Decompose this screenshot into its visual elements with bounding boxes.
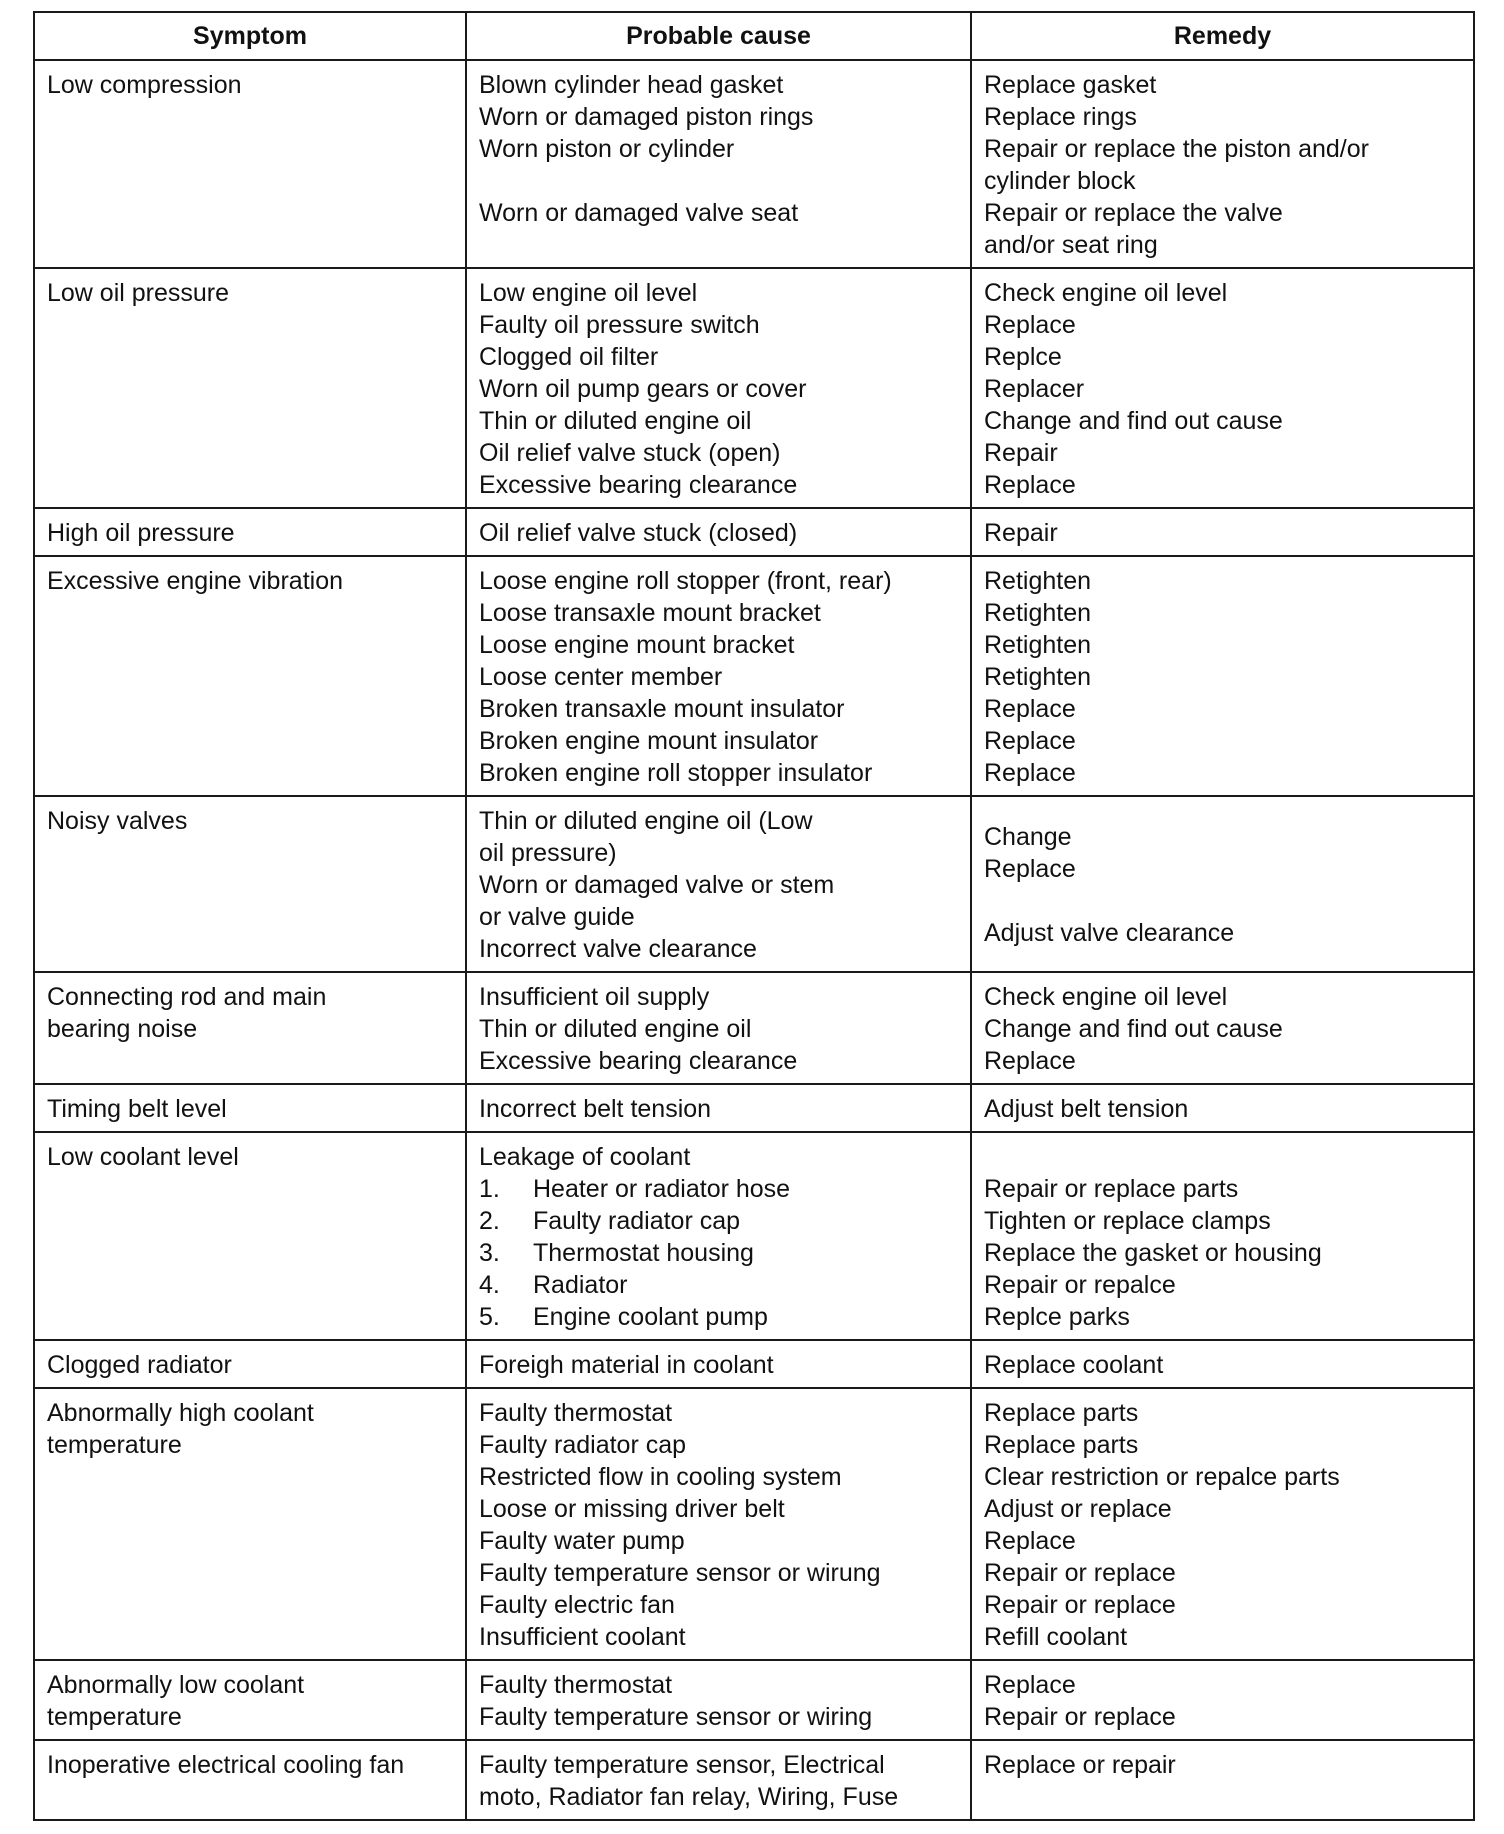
remedy-line: Replace xyxy=(984,471,1076,499)
cause-line: Broken engine roll stopper insulator xyxy=(479,759,873,787)
remedy-cell xyxy=(971,1340,1474,1388)
cause-line: Worn or damaged valve or stem xyxy=(479,871,835,899)
cause-line: Restricted flow in cooling system xyxy=(479,1463,842,1491)
remedy-line: Adjust or replace xyxy=(984,1495,1172,1523)
cause-line: Faulty oil pressure switch xyxy=(479,311,760,339)
remedy-line: Replce parks xyxy=(984,1303,1130,1331)
symptom-cell xyxy=(34,556,466,796)
cause-line: Insufficient coolant xyxy=(479,1623,686,1651)
table-row xyxy=(34,1340,1474,1388)
remedy-line: Replce xyxy=(984,343,1062,371)
remedy-line: Repair or replace the piston and/or xyxy=(984,135,1369,163)
cause-line: or valve guide xyxy=(479,903,635,931)
symptom-text: Low coolant level xyxy=(47,1143,239,1171)
cause-list-item xyxy=(479,1205,958,1237)
remedy-line: Refill coolant xyxy=(984,1623,1128,1651)
cause-list-item xyxy=(479,1237,958,1269)
cause-line: Faulty temperature sensor, Electrical xyxy=(479,1751,885,1779)
remedy-line: Replace xyxy=(984,1671,1076,1699)
remedy-spacer xyxy=(984,885,1461,917)
symptom-text: High oil pressure xyxy=(47,519,235,547)
list-number: 3. xyxy=(479,1239,500,1267)
symptom-cell xyxy=(34,1740,466,1820)
remedy-line: Change and find out cause xyxy=(984,1015,1283,1043)
table-row xyxy=(34,1132,1474,1340)
table-row xyxy=(34,1660,1474,1740)
cause-list-item xyxy=(479,1301,958,1333)
cause-line: Worn oil pump gears or cover xyxy=(479,375,807,403)
remedy-cell xyxy=(971,508,1474,556)
cause-line: Incorrect belt tension xyxy=(479,1095,712,1123)
symptom-text: bearing noise xyxy=(47,1015,198,1043)
remedy-line: Check engine oil level xyxy=(984,983,1228,1011)
cause-line: Foreigh material in coolant xyxy=(479,1351,774,1379)
remedy-cell xyxy=(971,796,1474,972)
cause-cell xyxy=(466,60,971,268)
cause-heading: Leakage of coolant xyxy=(479,1143,691,1171)
remedy-cell xyxy=(971,556,1474,796)
symptom-text: Noisy valves xyxy=(47,807,188,835)
cause-line: Thin or diluted engine oil xyxy=(479,1015,752,1043)
cause-line: Worn or damaged valve seat xyxy=(479,199,799,227)
cause-line: Loose engine roll stopper (front, rear) xyxy=(479,567,892,595)
header-probable-cause: Probable cause xyxy=(466,12,971,60)
table-row xyxy=(34,268,1474,508)
symptom-text: Abnormally low coolant xyxy=(47,1671,305,1699)
remedy-line: Change xyxy=(984,823,1072,851)
remedy-line: Adjust valve clearance xyxy=(984,919,1235,947)
symptom-cell xyxy=(34,1388,466,1660)
remedy-cell xyxy=(971,972,1474,1084)
remedy-line: Repair or replace xyxy=(984,1703,1176,1731)
table-row xyxy=(34,796,1474,972)
list-number: 4. xyxy=(479,1271,500,1299)
header-row xyxy=(34,12,1474,60)
symptom-cell xyxy=(34,1660,466,1740)
cause-cell xyxy=(466,1740,971,1820)
remedy-line: Replace xyxy=(984,855,1076,883)
cause-cell xyxy=(466,556,971,796)
remedy-line: Replace gasket xyxy=(984,71,1157,99)
remedy-line: Replace xyxy=(984,1527,1076,1555)
symptom-text: Connecting rod and main xyxy=(47,983,327,1011)
cause-cell xyxy=(466,1660,971,1740)
list-number: 1. xyxy=(479,1175,500,1203)
header-symptom: Symptom xyxy=(34,12,466,60)
symptom-text: Low compression xyxy=(47,71,242,99)
cause-cell xyxy=(466,268,971,508)
cause-line: Oil relief valve stuck (open) xyxy=(479,439,781,467)
cause-line: moto, Radiator fan relay, Wiring, Fuse xyxy=(479,1783,899,1811)
remedy-line: Repair or replace xyxy=(984,1559,1176,1587)
remedy-line: Replace rings xyxy=(984,103,1137,131)
remedy-line: Replace or repair xyxy=(984,1751,1176,1779)
remedy-line: Check engine oil level xyxy=(984,279,1228,307)
list-text: Heater or radiator hose xyxy=(533,1175,791,1203)
cause-line: Worn piston or cylinder xyxy=(479,135,735,163)
remedy-cell xyxy=(971,268,1474,508)
remedy-line: Repair xyxy=(984,519,1058,547)
cause-line: Thin or diluted engine oil xyxy=(479,407,752,435)
cause-line: Faulty temperature sensor or wiring xyxy=(479,1703,873,1731)
symptom-cell xyxy=(34,508,466,556)
table-row xyxy=(34,1084,1474,1132)
remedy-cell xyxy=(971,1660,1474,1740)
symptom-cell xyxy=(34,1340,466,1388)
cause-line: Faulty thermostat xyxy=(479,1399,673,1427)
cause-line: Faulty water pump xyxy=(479,1527,685,1555)
remedy-line: Replace parts xyxy=(984,1399,1139,1427)
remedy-line: Retighten xyxy=(984,631,1092,659)
cause-cell xyxy=(466,1132,971,1340)
remedy-cell xyxy=(971,1132,1474,1340)
cause-cell xyxy=(466,1388,971,1660)
list-text: Faulty radiator cap xyxy=(533,1207,741,1235)
remedy-line: Retighten xyxy=(984,567,1092,595)
symptom-cell xyxy=(34,60,466,268)
remedy-line: Tighten or replace clamps xyxy=(984,1207,1271,1235)
remedy-line: Repair or replace parts xyxy=(984,1175,1239,1203)
cause-cell xyxy=(466,1084,971,1132)
remedy-line: Clear restriction or repalce parts xyxy=(984,1463,1340,1491)
cause-line: Loose center member xyxy=(479,663,723,691)
remedy-cell xyxy=(971,1388,1474,1660)
remedy-line: Repair xyxy=(984,439,1058,467)
cause-line: Low engine oil level xyxy=(479,279,698,307)
troubleshooting-table xyxy=(33,11,1475,1821)
remedy-line: Repair or repalce xyxy=(984,1271,1176,1299)
cause-line: Excessive bearing clearance xyxy=(479,471,798,499)
table-row xyxy=(34,972,1474,1084)
remedy-line: Repair or replace xyxy=(984,1591,1176,1619)
cause-line: Incorrect valve clearance xyxy=(479,935,757,963)
symptom-text: Inoperative electrical cooling fan xyxy=(47,1751,405,1779)
cause-line: Worn or damaged piston rings xyxy=(479,103,814,131)
remedy-line: Replace parts xyxy=(984,1431,1139,1459)
table-row xyxy=(34,508,1474,556)
table-row xyxy=(34,1388,1474,1660)
cause-line: Insufficient oil supply xyxy=(479,983,710,1011)
remedy-line: Replace xyxy=(984,695,1076,723)
cause-line: Blown cylinder head gasket xyxy=(479,71,784,99)
cause-line: Faulty temperature sensor or wirung xyxy=(479,1559,881,1587)
cause-line: Clogged oil filter xyxy=(479,343,659,371)
troubleshooting-sheet xyxy=(33,11,1473,1821)
symptom-text: temperature xyxy=(47,1431,182,1459)
remedy-line: Replace coolant xyxy=(984,1351,1164,1379)
symptom-cell xyxy=(34,1132,466,1340)
symptom-text: Excessive engine vibration xyxy=(47,567,343,595)
list-text: Engine coolant pump xyxy=(533,1303,768,1331)
remedy-line: Replace xyxy=(984,311,1076,339)
symptom-text: temperature xyxy=(47,1703,182,1731)
list-number: 2. xyxy=(479,1207,500,1235)
cause-line: Thin or diluted engine oil (Low xyxy=(479,807,813,835)
remedy-line: and/or seat ring xyxy=(984,231,1158,259)
cause-line: Loose engine mount bracket xyxy=(479,631,795,659)
symptom-cell xyxy=(34,268,466,508)
symptom-cell xyxy=(34,1084,466,1132)
list-number: 5. xyxy=(479,1303,500,1331)
table-row xyxy=(34,60,1474,268)
table-row xyxy=(34,1740,1474,1820)
cause-list-item xyxy=(479,1173,958,1205)
list-text: Thermostat housing xyxy=(533,1239,754,1267)
cause-line: Oil relief valve stuck (closed) xyxy=(479,519,798,547)
symptom-text: Clogged radiator xyxy=(47,1351,232,1379)
remedy-cell xyxy=(971,60,1474,268)
cause-cell xyxy=(466,796,971,972)
cause-line: Loose transaxle mount bracket xyxy=(479,599,821,627)
symptom-text: Abnormally high coolant xyxy=(47,1399,314,1427)
remedy-line: Retighten xyxy=(984,663,1092,691)
list-text: Radiator xyxy=(533,1271,628,1299)
remedy-line: Change and find out cause xyxy=(984,407,1283,435)
cause-line: Loose or missing driver belt xyxy=(479,1495,785,1523)
remedy-line: Adjust belt tension xyxy=(984,1095,1189,1123)
symptom-text: Low oil pressure xyxy=(47,279,230,307)
remedy-line: Repair or replace the valve xyxy=(984,199,1283,227)
remedy-line: Replacer xyxy=(984,375,1085,403)
remedy-cell xyxy=(971,1084,1474,1132)
remedy-spacer xyxy=(984,1141,1461,1173)
symptom-cell xyxy=(34,972,466,1084)
remedy-line: Replace xyxy=(984,759,1076,787)
remedy-line: Replace xyxy=(984,1047,1076,1075)
cause-line: Faulty thermostat xyxy=(479,1671,673,1699)
cause-line: Faulty radiator cap xyxy=(479,1431,687,1459)
cause-list-item xyxy=(479,1269,958,1301)
cause-cell xyxy=(466,972,971,1084)
cause-line: Faulty electric fan xyxy=(479,1591,675,1619)
cause-line: Excessive bearing clearance xyxy=(479,1047,798,1075)
cause-line: Broken transaxle mount insulator xyxy=(479,695,845,723)
remedy-line: Replace the gasket or housing xyxy=(984,1239,1322,1267)
cause-line: Broken engine mount insulator xyxy=(479,727,819,755)
table-row xyxy=(34,556,1474,796)
symptom-text: Timing belt level xyxy=(47,1095,227,1123)
cause-cell xyxy=(466,508,971,556)
remedy-line: cylinder block xyxy=(984,167,1136,195)
symptom-cell xyxy=(34,796,466,972)
cause-cell xyxy=(466,1340,971,1388)
cause-line: oil pressure) xyxy=(479,839,617,867)
remedy-line: Replace xyxy=(984,727,1076,755)
remedy-cell xyxy=(971,1740,1474,1820)
cause-spacer xyxy=(479,165,958,197)
remedy-line: Retighten xyxy=(984,599,1092,627)
header-remedy: Remedy xyxy=(971,12,1474,60)
